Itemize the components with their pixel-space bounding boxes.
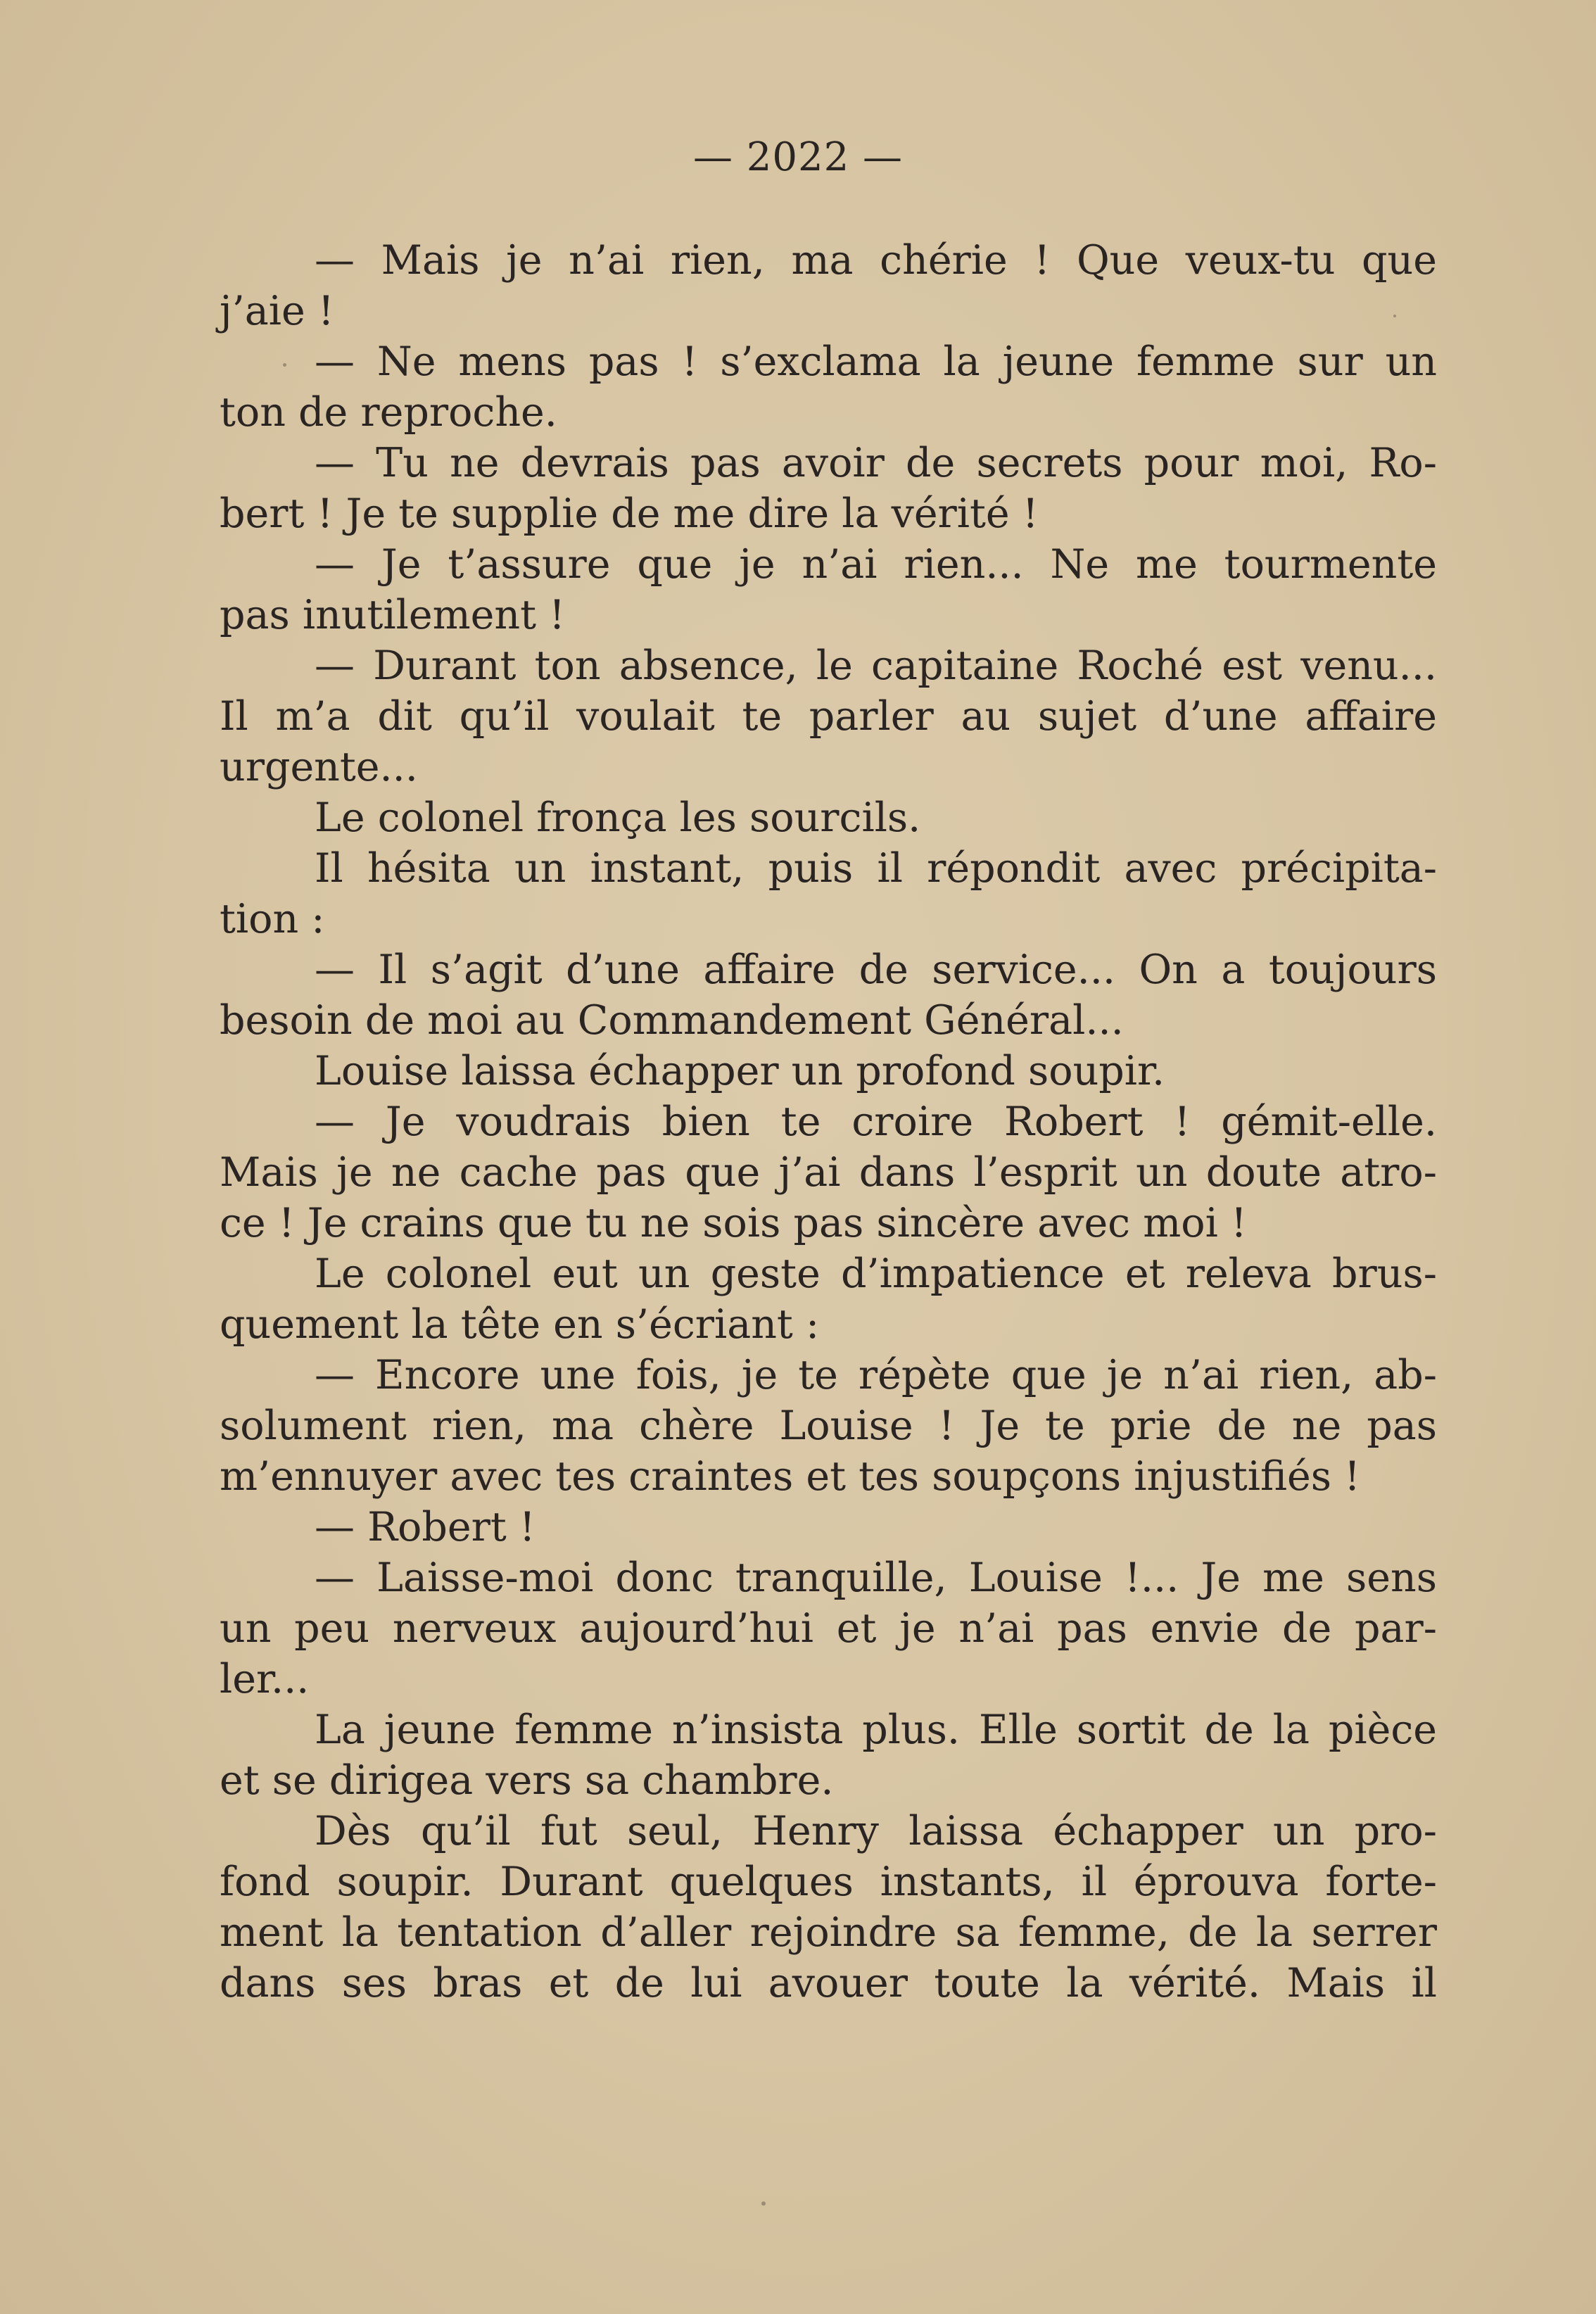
text-line: fond soupir. Durant quelques instants, il éprouva forte- <box>220 1859 1437 1905</box>
text-line: — Encore une fois, je te répète que je n’ai rien, ab- <box>315 1352 1437 1398</box>
text-line: et se dirigea vers sa chambre. <box>220 1757 834 1804</box>
text-line: — Je voudrais bien te croire Robert ! gémit-elle. <box>315 1099 1437 1145</box>
text-line: Le colonel eut un geste d’impatience et releva brus- <box>315 1251 1437 1297</box>
text-line: — Mais je n’ai rien, ma chérie ! Que veux-tu que <box>315 237 1437 284</box>
text-line: ler... <box>220 1656 310 1702</box>
text-line: ton de reproche. <box>220 389 557 436</box>
text-line: Le colonel fronça les sourcils. <box>315 795 921 841</box>
text-line: — Ne mens pas ! s’exclama la jeune femme sur un <box>315 339 1437 385</box>
text-line: urgente... <box>220 744 418 790</box>
text-line: Il hésita un instant, puis il répondit avec précipita- <box>315 845 1437 892</box>
text-line: quement la tête en s’écriant : <box>220 1301 820 1348</box>
text-line: — Durant ton absence, le capitaine Roché est venu... <box>315 643 1437 689</box>
text-line: Mais je ne cache pas que j’ai dans l’esprit un doute atro- <box>220 1149 1437 1196</box>
text-line: dans ses bras et de lui avouer toute la vérité. Mais il <box>220 1960 1437 2006</box>
text-line: ment la tentation d’aller rejoindre sa femme, de la serrer <box>220 1909 1437 1956</box>
text-line: Louise laissa échapper un profond soupir. <box>315 1048 1165 1094</box>
text-line: Dès qu’il fut seul, Henry laissa échapper un pro- <box>315 1808 1437 1854</box>
text-line: m’ennuyer avec tes craintes et tes soupçons injustifiés ! <box>220 1453 1360 1500</box>
page-number: — 2022 — <box>692 134 904 180</box>
text-line: tion : <box>220 896 325 942</box>
text-line: — Robert ! <box>315 1504 536 1550</box>
text-line: j’aie ! <box>220 288 334 334</box>
text-line: Il m’a dit qu’il voulait te parler au sujet d’une affaire <box>220 693 1437 740</box>
text-line: pas inutilement ! <box>220 592 566 638</box>
ink-speck <box>761 2201 766 2206</box>
text-line: — Tu ne devrais pas avoir de secrets pour moi, Ro- <box>315 440 1437 486</box>
text-line: solument rien, ma chère Louise ! Je te prie de ne pas <box>220 1403 1437 1449</box>
page-text-block <box>220 235 1437 2009</box>
text-line: — Il s’agit d’une affaire de service... On a toujours <box>315 947 1437 993</box>
text-line: bert ! Je te supplie de me dire la vérité ! <box>220 491 1039 537</box>
text-line: besoin de moi au Commandement Général... <box>220 997 1124 1044</box>
text-line: ce ! Je crains que tu ne sois pas sincère avec moi ! <box>220 1200 1247 1246</box>
text-line: — Laisse-moi donc tranquille, Louise !... Je me sens <box>315 1555 1437 1601</box>
text-line: — Je t’assure que je n’ai rien... Ne me tourmente <box>315 541 1437 588</box>
text-line: La jeune femme n’insista plus. Elle sortit de la pièce <box>315 1707 1437 1753</box>
text-line: un peu nerveux aujourd’hui et je n’ai pas envie de par- <box>220 1605 1437 1652</box>
